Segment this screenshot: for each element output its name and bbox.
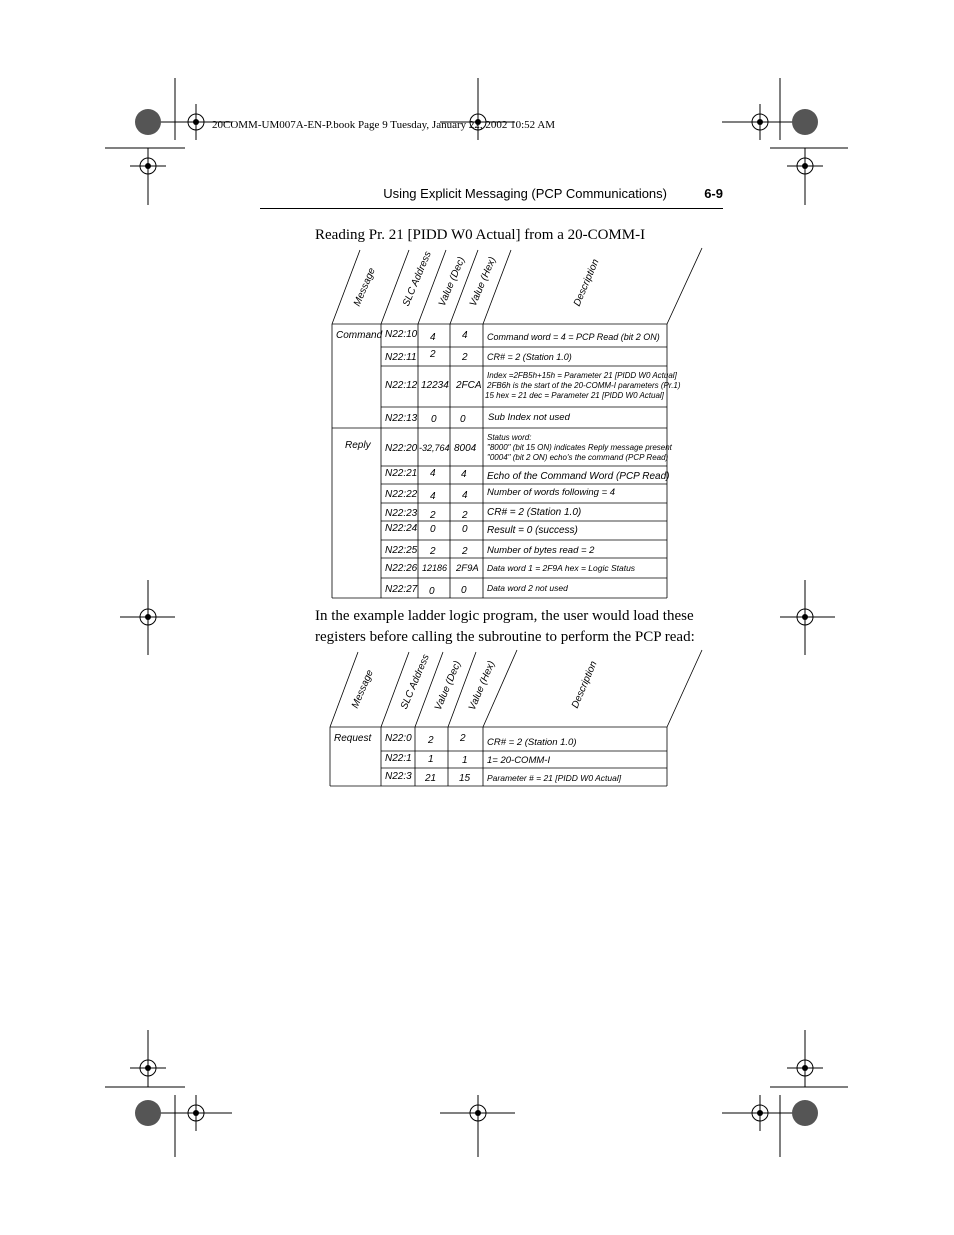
header-description: Description [569, 659, 600, 710]
table-row-addr: N22:23 [385, 508, 418, 519]
header-slc-address: SLC Address [398, 652, 432, 711]
table-row-addr: N22:1 [385, 753, 412, 764]
table-row-addr: N22:25 [385, 545, 418, 556]
table-row-hex: 2 [462, 510, 468, 521]
table-row-desc: Parameter # = 21 [PIDD W0 Actual] [487, 773, 622, 783]
table-row-hex: 4 [462, 330, 468, 341]
table-row-desc: 2FB6h is the start of the 20-COMM-I parameters (Pr.1) [487, 381, 681, 390]
table-row-desc: Index =2FB5h+15h = Parameter 21 [PIDD W0 Actual] [487, 371, 677, 380]
table-row-hex: 0 [462, 524, 468, 535]
table-row-addr: N22:0 [385, 733, 412, 744]
reply-label: Reply [345, 440, 371, 451]
table-row-desc: Echo of the Command Word (PCP Read) [487, 471, 670, 482]
table-row-desc: Data word 1 = 2F9A hex = Logic Status [487, 563, 636, 573]
table-row-addr: N22:13 [385, 413, 418, 424]
table-row-addr: N22:12 [385, 380, 418, 391]
table-row-hex: 0 [460, 414, 466, 425]
table-row-addr: N22:10 [385, 329, 418, 340]
table-row-desc: CR# = 2 (Station 1.0) [487, 737, 577, 748]
table-row-dec: 12234 [421, 380, 449, 391]
print-slug: 20COMM-UM007A-EN-P.book Page 9 Tuesday, January 22, 2002 10:52 AM [212, 119, 556, 131]
table-row-addr: N22:21 [385, 468, 418, 479]
table-row-desc: 1= 20-COMM-I [487, 755, 551, 766]
table-row-addr: N22:26 [385, 563, 418, 574]
table-row-hex: 15 [459, 773, 471, 784]
table-row-addr: N22:24 [385, 523, 418, 534]
table-row-desc: Result = 0 (success) [487, 525, 578, 536]
table-row-desc: "0004" (bit 2 ON) echo's the command (PCP Read) [487, 453, 669, 462]
table-row-dec: 0 [429, 586, 435, 597]
header-value-dec: Value (Dec) [432, 659, 464, 712]
table-row-hex: 2 [460, 733, 466, 744]
table-row-desc: 15 hex = 21 dec = Parameter 21 [PIDD W0 Actual] [485, 391, 664, 400]
header-message: Message [349, 668, 376, 710]
table-row-desc: CR# = 2 (Station 1.0) [487, 507, 582, 518]
table-row-dec: 2 [430, 510, 436, 521]
header-slc-address: SLC Address [400, 249, 434, 308]
table-row-dec: -32,764 [419, 443, 450, 453]
table-row-dec: 0 [430, 524, 436, 535]
table-row-dec: 21 [425, 773, 437, 784]
table-row-addr: N22:3 [385, 771, 412, 782]
table-row-hex: 2FCA [456, 380, 482, 391]
table-row-hex: 2 [462, 352, 468, 363]
table-row-addr: N22:20 [385, 443, 418, 454]
table-row-desc: Data word 2 not used [487, 583, 568, 593]
table-row-desc: "8000" (bit 15 ON) indicates Reply message present [487, 443, 672, 452]
table-row-hex: 8004 [454, 443, 477, 454]
request-label: Request [334, 733, 372, 744]
section-heading: Reading Pr. 21 [PIDD W0 Actual] from a 20-COMM-I [315, 227, 646, 243]
table-row-hex: 4 [462, 490, 468, 501]
table-row-desc: Sub Index not used [488, 412, 570, 423]
table-row-dec: 1 [428, 754, 434, 765]
table-row-dec: 2 [428, 735, 434, 746]
header-description: Description [571, 257, 602, 308]
running-header-title: Using Explicit Messaging (PCP Communications) [383, 186, 667, 201]
table-row-dec: 2 [430, 349, 436, 360]
command-label: Command [336, 330, 383, 341]
table-row-hex: 2F9A [456, 563, 479, 574]
table-row-dec: 2 [430, 546, 436, 557]
table-row-hex: 2 [462, 546, 468, 557]
table-row-dec: 4 [430, 332, 436, 343]
table-row-addr: N22:11 [385, 352, 417, 363]
body-paragraph: In the example ladder logic program, the user would load these registers before calling the subroutine to perform the PCP read: [315, 608, 695, 645]
table-row-dec: 0 [431, 414, 437, 425]
table-row-hex: 0 [461, 585, 467, 596]
page-number: 6-9 [704, 186, 723, 201]
table-row-desc: Status word: [487, 433, 532, 442]
table-row-addr: N22:22 [385, 489, 418, 500]
header-value-dec: Value (Dec) [436, 255, 468, 308]
table-row-desc: Number of bytes read = 2 [487, 545, 595, 556]
table-row-hex: 1 [462, 755, 468, 766]
table-row-desc: CR# = 2 (Station 1.0) [487, 352, 572, 362]
table-row-dec: 4 [430, 468, 436, 479]
table-row-desc: Number of words following = 4 [487, 487, 616, 498]
header-message: Message [351, 266, 378, 308]
table-row-desc: Command word = 4 = PCP Read (bit 2 ON) [487, 332, 660, 342]
table-row-dec: 12186 [422, 563, 448, 573]
table-row-hex: 4 [461, 469, 467, 480]
table-row-addr: N22:27 [385, 584, 418, 595]
header-value-hex: Value (Hex) [467, 255, 499, 308]
table-row-dec: 4 [430, 491, 436, 502]
header-value-hex: Value (Hex) [466, 659, 498, 712]
